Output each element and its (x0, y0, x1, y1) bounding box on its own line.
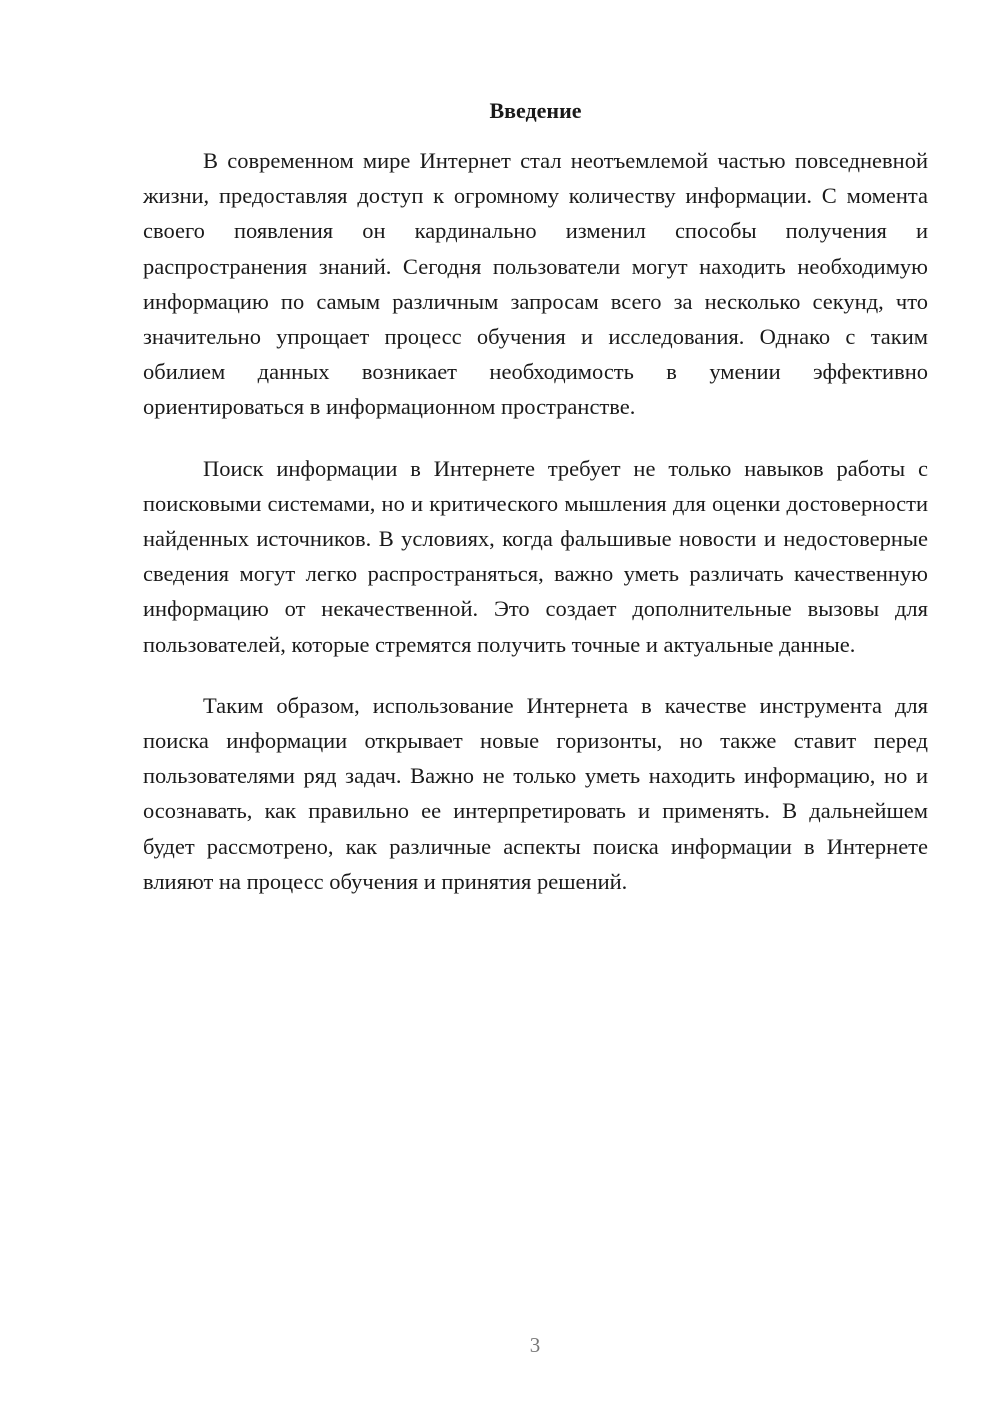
page-number: 3 (529, 1333, 541, 1357)
section-title: Введение (489, 98, 582, 123)
paragraph-3: Таким образом, использование Интернета в качестве инструмента для поиска информации открывает новые горизонты, но также ставит перед пользователями ряд задач. Важно не только уметь находить информацию, но и осознавать, как правильно ее интерпретировать и применять. В дальнейшем будет рассмотрено, как различные аспекты поиска информации в Интернете влияют на процесс обучения и принятия решений. (143, 692, 928, 894)
body-text (143, 143, 928, 899)
paragraph-1: В современном мире Интернет стал неотъемлемой частью повседневной жизни, предоставляя доступ к огромному количеству информации. С момента своего появления он кардинально изменил способы получения и распространения знаний. Сегодня пользователи могут находить необходимую информацию по самым различным запросам всего за несколько секунд, что значительно упрощает процесс обучения и исследования. Однако с таким обилием данных возникает необходимость в умении эффективно ориентироваться в информационном пространстве. (143, 148, 928, 420)
paragraph-2: Поиск информации в Интернете требует не только навыков работы с поисковыми системами, но и критического мышления для оценки достоверности найденных источников. В условиях, когда фальшивые новости и недостоверные сведения могут легко распространяться, важно уметь различать качественную информацию от некачественной. Это создает дополнительные вызовы для пользователей, которые стремятся получить точные и актуальные данные. (143, 455, 928, 657)
